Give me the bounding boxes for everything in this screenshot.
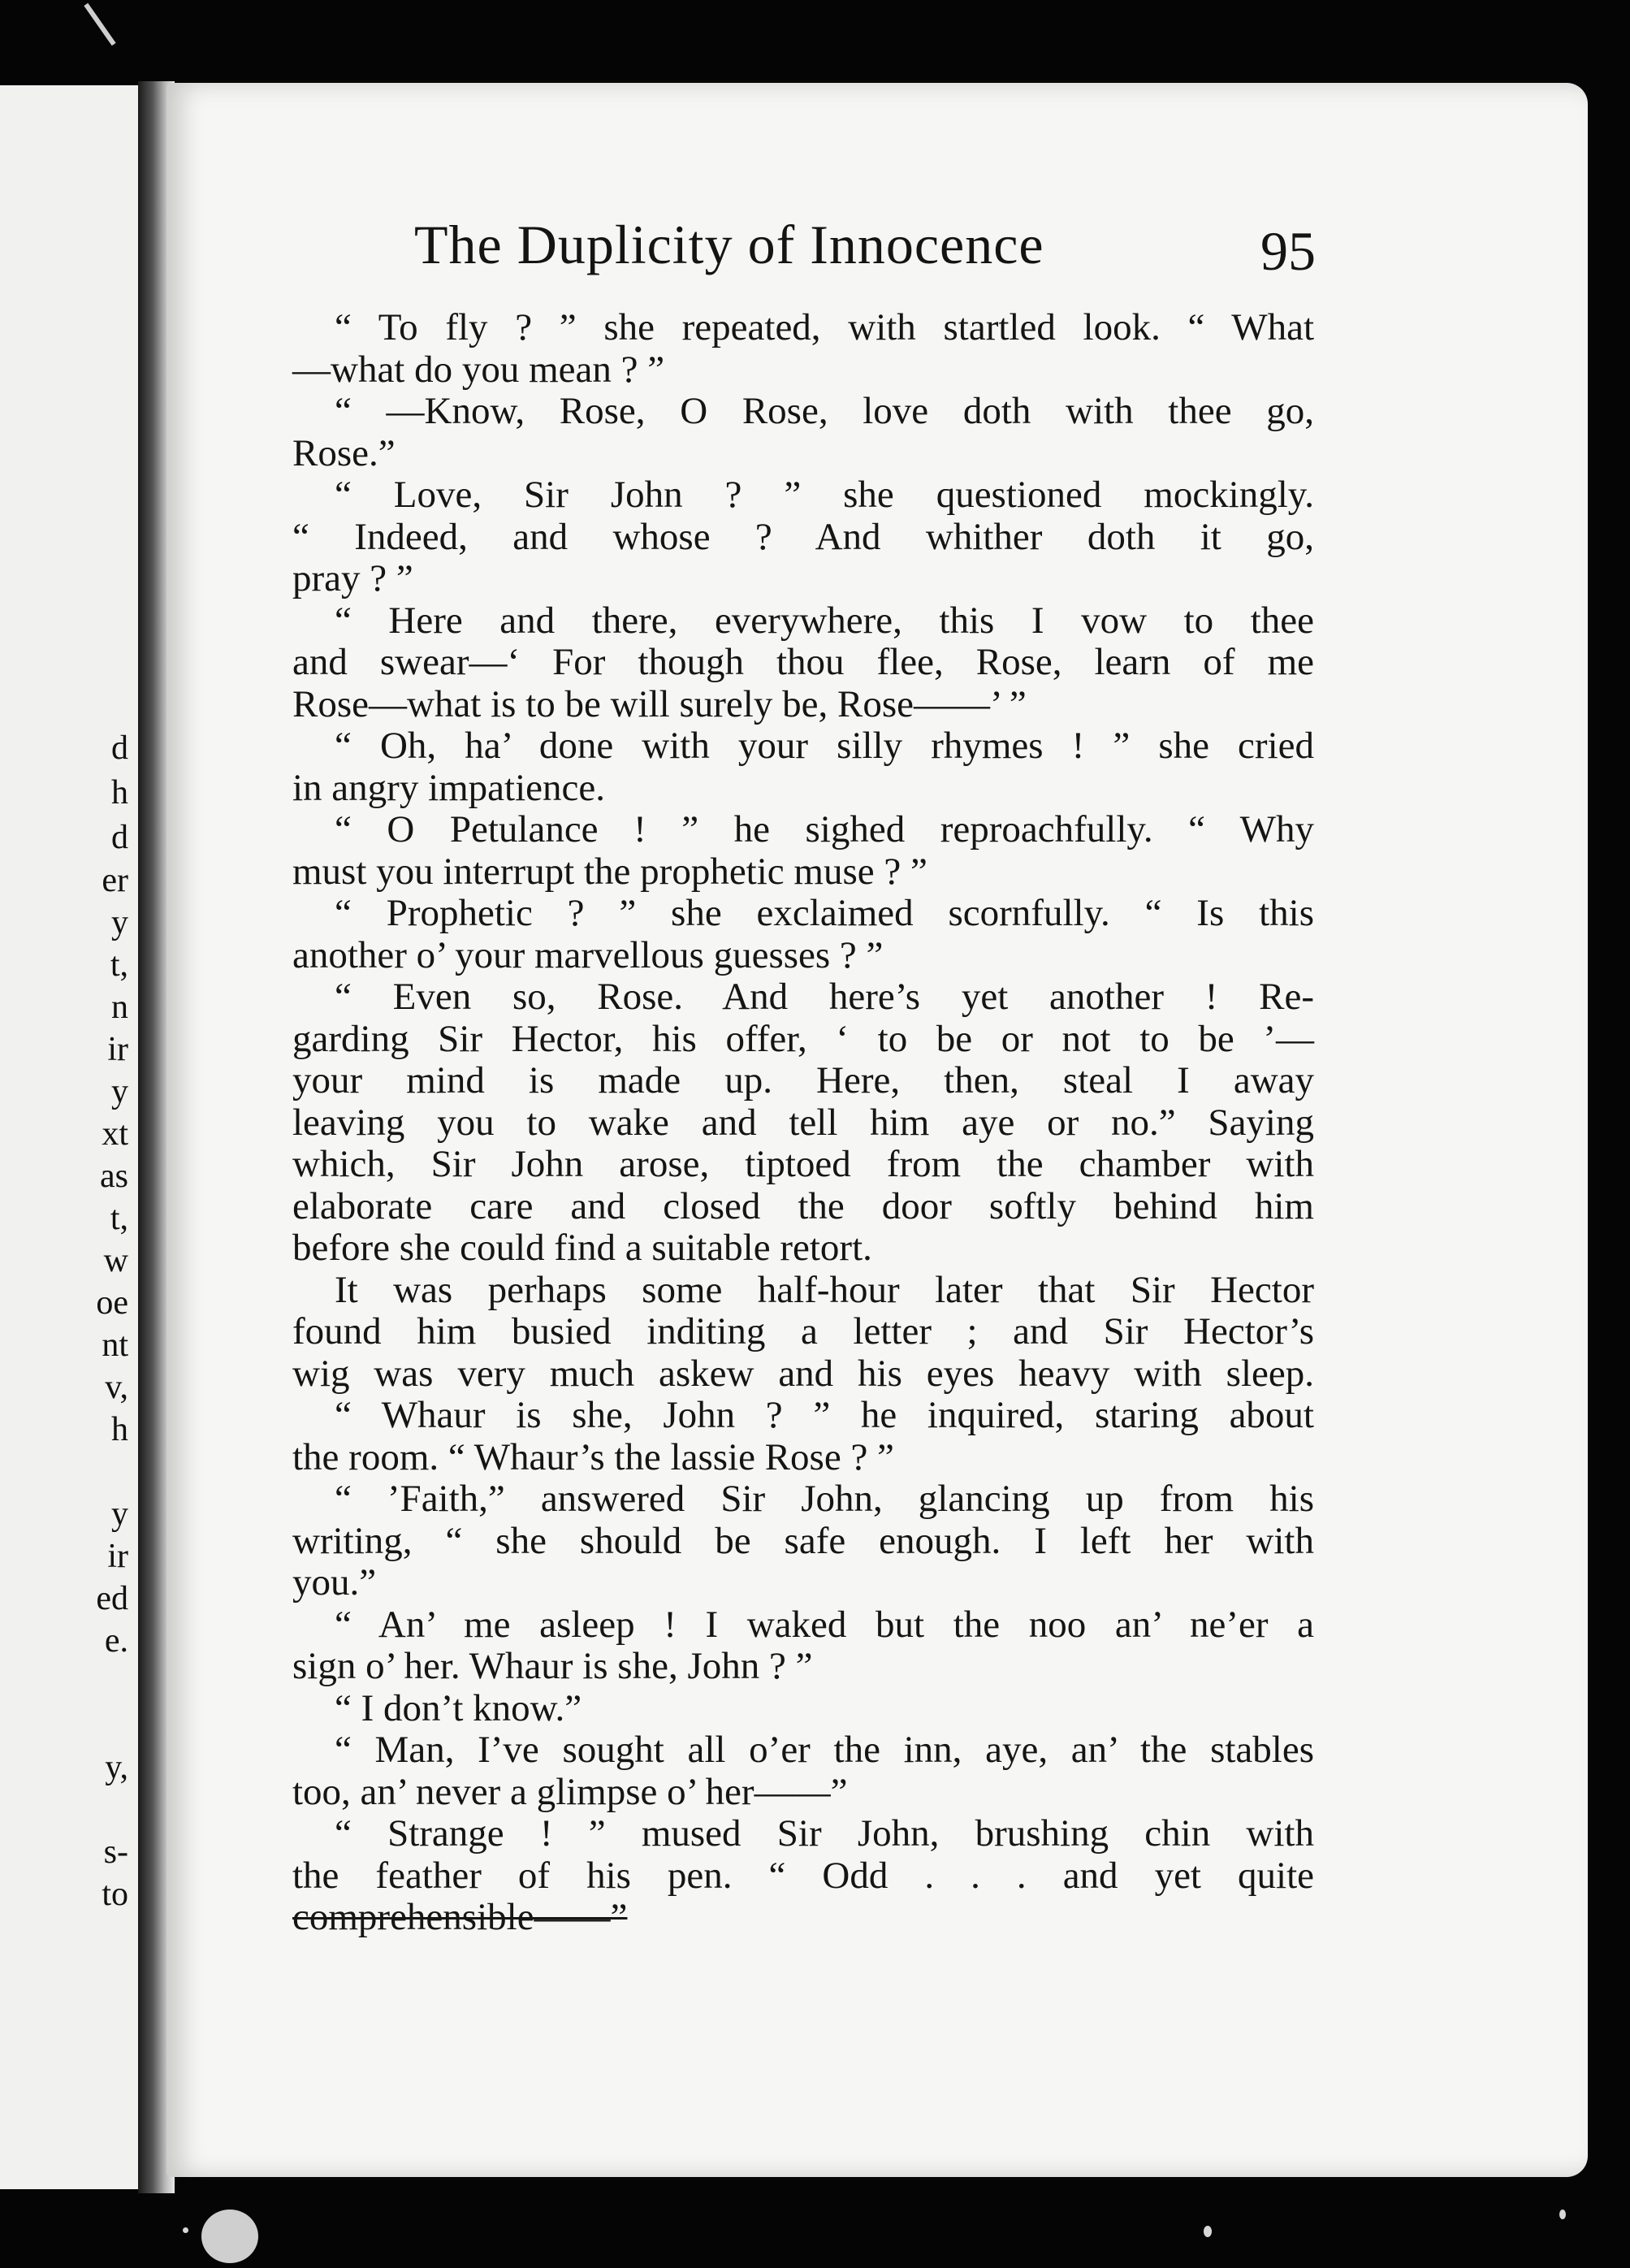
text-line: “ Whaur is she, John ? ” he inquired, staring about — [335, 1394, 1314, 1436]
left-fragment: y — [111, 1495, 128, 1533]
running-head — [414, 213, 1316, 282]
text-line: “ Here and there, everywhere, this I vow to thee — [335, 599, 1314, 642]
text-line: your mind is made up. Here, then, steal I away — [292, 1059, 1314, 1102]
left-fragment: as — [100, 1158, 128, 1195]
text-line: “ Strange ! ” mused Sir John, brushing chin with — [335, 1812, 1314, 1855]
left-fragment: t, — [110, 946, 128, 984]
left-fragment: s- — [103, 1833, 128, 1871]
left-fragment: n — [111, 989, 128, 1026]
text-line: “ An’ me asleep ! I waked but the noo an’ ne’er a — [335, 1603, 1314, 1646]
text-line: you.” — [292, 1561, 377, 1604]
text-line: leaving you to wake and tell him aye or no.” Saying — [292, 1101, 1314, 1144]
text-line: “ Man, I’ve sought all o’er the inn, aye, an’ the stables — [335, 1729, 1314, 1771]
text-line: “ Even so, Rose. And here’s yet another ! Re- — [335, 976, 1314, 1018]
text-line: which, Sir John arose, tiptoed from the chamber with — [292, 1143, 1314, 1185]
left-fragment: nt — [102, 1327, 128, 1364]
scan-speck — [201, 2210, 258, 2263]
left-fragment: oe — [96, 1284, 128, 1322]
running-title: The Duplicity of Innocence — [414, 214, 1044, 275]
text-line: another o’ your marvellous guesses ? ” — [292, 933, 884, 976]
text-line: “ ’Faith,” answered Sir John, glancing up from his — [335, 1478, 1314, 1520]
left-fragment: xt — [102, 1115, 128, 1153]
left-fragment: h — [111, 774, 128, 812]
text-line: comprehensible——” — [292, 1896, 628, 1938]
text-line: and swear—‘ For though thou flee, Rose, learn of me — [292, 641, 1314, 683]
scan-speck — [1559, 2210, 1566, 2219]
text-line: the feather of his pen. “ Odd . . . and yet quite — [292, 1854, 1314, 1897]
text-line: “ To fly ? ” she repeated, with startled look. “ What — [335, 306, 1314, 348]
left-fragment: y, — [105, 1749, 128, 1786]
left-fragment: d — [111, 729, 128, 767]
text-line: It was perhaps some half-hour later that Sir Hector — [335, 1268, 1314, 1311]
text-line: “ Oh, ha’ done with your silly rhymes ! ” she cried — [335, 725, 1314, 767]
text-line: pray ? ” — [292, 557, 413, 599]
left-fragment: er — [102, 862, 128, 899]
left-fragment: w — [103, 1242, 128, 1279]
text-line: sign o’ her. Whaur is she, John ? ” — [292, 1645, 813, 1687]
left-fragment: e. — [104, 1622, 128, 1660]
left-fragment: t, — [110, 1200, 128, 1237]
text-line: garding Sir Hector, his offer, ‘ to be or not to be ’— — [292, 1017, 1314, 1060]
page-number: 95 — [1260, 220, 1316, 282]
left-fragment: to — [102, 1876, 128, 1913]
left-fragment: ir — [107, 1538, 128, 1575]
left-page — [0, 85, 146, 2189]
text-line: too, an’ never a glimpse o’ her——” — [292, 1770, 848, 1813]
text-line: must you interrupt the prophetic muse ? ” — [292, 850, 927, 893]
left-fragment: h — [111, 1411, 128, 1448]
scan-speck — [1204, 2226, 1212, 2237]
text-line: Rose—what is to be will surely be, Rose——’ ” — [292, 682, 1027, 725]
text-line: in angry impatience. — [292, 766, 605, 809]
text-line: “ Indeed, and whose ? And whither doth it go, — [292, 515, 1314, 558]
left-fragment: ed — [96, 1580, 128, 1617]
text-line: “ —Know, Rose, O Rose, love doth with thee go, — [335, 390, 1314, 432]
left-fragment: y — [111, 1073, 128, 1110]
body-text — [292, 307, 1314, 1939]
left-fragment: y — [111, 904, 128, 941]
left-fragment: ir — [107, 1031, 128, 1068]
text-line: “ I don’t know.” — [335, 1686, 582, 1729]
text-line: the room. “ Whaur’s the lassie Rose ? ” — [292, 1435, 894, 1478]
text-line: “ Prophetic ? ” she exclaimed scornfully. “ Is this — [335, 892, 1314, 934]
text-line: “ O Petulance ! ” he sighed reproachfully. “ Why — [335, 808, 1314, 850]
text-line: before she could find a suitable retort. — [292, 1227, 872, 1269]
left-page-text-fragments — [0, 85, 146, 2189]
text-line: “ Love, Sir John ? ” she questioned mockingly. — [335, 474, 1314, 516]
scan-speck — [183, 2227, 188, 2233]
text-line: writing, “ she should be safe enough. I left her with — [292, 1519, 1314, 1562]
text-line: wig was very much askew and his eyes heavy with sleep. — [292, 1352, 1314, 1395]
left-fragment: v, — [105, 1369, 128, 1406]
text-line: —what do you mean ? ” — [292, 348, 665, 391]
text-line: elaborate care and closed the door softly behind him — [292, 1184, 1314, 1227]
text-line: Rose.” — [292, 431, 396, 474]
left-fragment: d — [111, 819, 128, 856]
edge-artifact — [84, 3, 115, 46]
text-line: found him busied inditing a letter ; and Sir Hector’s — [292, 1310, 1314, 1353]
